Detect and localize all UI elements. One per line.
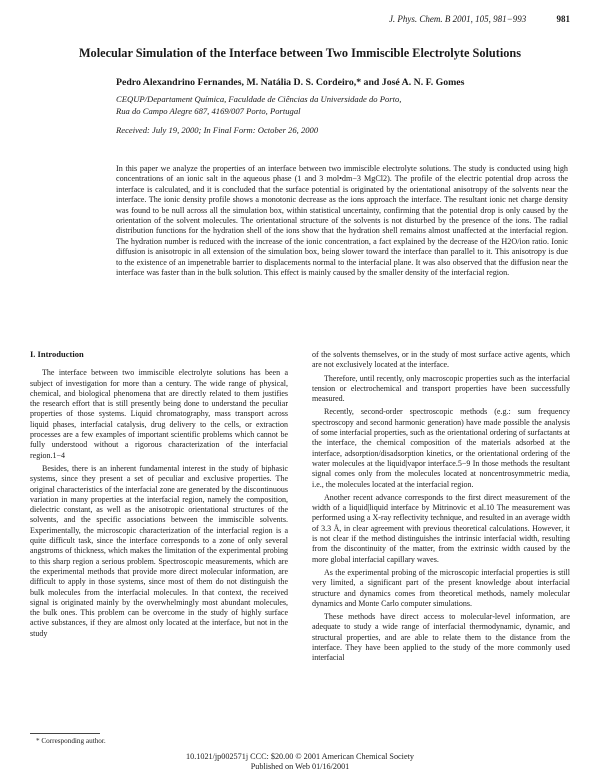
received-dates: Received: July 19, 2000; In Final Form: October 26, 2000 [116,125,319,135]
body-paragraph: These methods have direct access to molecular-level information, are adequate to study a wide range of interfacial thermodynamic, dynamic, and structural properties, and are able to relate them to the distance from the interface. They have been applied to the study of the more commonly used interfacial [312,612,570,663]
page-number: 981 [556,14,570,24]
journal-citation: J. Phys. Chem. B 2001, 105, 981−993 [388,14,527,24]
page-footer [0,752,600,772]
left-column [30,349,288,642]
body-paragraph: As the experimental probing of the microscopic interfacial properties is still very limited, a significant part of the present knowledge about interfacial structure and dynamics comes from theoretical methods, namely molecular dynamics and Monte Carlo computer simulations. [312,567,570,608]
right-column [312,350,570,667]
affiliation [116,94,546,117]
publication-date-line: Published on Web 01/16/2001 [250,761,350,771]
section-heading: I. Introduction [30,349,84,359]
affiliation-line: Rua do Campo Alegre 687, 4169/007 Porto, Portugal [116,105,301,116]
body-paragraph: The interface between two immiscible electrolyte solutions has been a subject of investigation for more than a century. The wide range of physical, chemical, and biological phenomena that are directly related to them justifies the research effort that is still presently being done to understand the peculiar properties of those systems. Liquid chromatography, mass transport across liquid phases, interfacial catalysis, drug delivery to the cells, or extraction processes are a few examples of important scientific problems which cannot be fully understood without a rigorous characterization of the interfacial region.1−4 [30,368,288,460]
body-paragraph: Recently, second-order spectroscopic methods (e.g.: sum frequency spectroscopy and second harmonic generation) have made possible the analysis of some interfacial properties, such as the orientational ordering of surfactants at the interface, the chemical composition of the materials adsorbed at the interface, adsorption/disadsorption kinetics, or the orientational ordering of the water molecules at the liquid|vapor interface.5−9 In those methods the resultant signal comes only from the molecules located at noncentrosymmetric media, i.e., the molecules located at the interfacial region. [312,407,570,489]
footnote-divider [30,733,100,734]
author-list: Pedro Alexandrino Fernandes, M. Natália D. S. Cordeiro,* and José A. N. F. Gomes [116,77,465,88]
affiliation-line: CEQUP/Departament Química, Faculdade de Ciências da Universidade do Porto, [116,94,402,104]
article-title: Molecular Simulation of the Interface between Two Immiscible Electrolyte Solutions [78,46,522,60]
running-head [389,14,570,24]
body-paragraph: of the solvents themselves, or in the study of most surface active agents, which are not exclusively located at the interface. [312,350,570,370]
doi-copyright-line: 10.1021/jp002571j CCC: $20.00 © 2001 American Chemical Society [186,752,414,761]
abstract: In this paper we analyze the properties of an interface between two immiscible electrolyte solutions. The study is conducted using high concentrations of an ionic salt in the aqueous phase (1 and 3 mol•dm−3 MgCl2). The profile of the electric potential drop across the interface is calculated, and it is concluded that the surface potential is originated by the orientational anisotropy of the solvents near the interface. The ionic density profile shows a monotonic decrease as the ions approach the interface. The resultant ionic net charge density was found to be null across all the simulation box, within statistical uncertainty, confirming that the potential drop is only caused by the orientation of the solvent molecules. The orientational structure of the solvents is not disturbed by the presence of the ions. The radial distribution functions for the hydration shell of the ions show that the hydration shell remains almost unaffected at the interfacial region. The hydration number is reduced with the increase of the ionic concentration, a fact explained by the decrease of the H2O/ion ratio. Ionic diffusion is anisotropic in all extension of the simulation box, being slower toward the interface than parallel to it. This anisotropy is due to the existence of an impenetrable barrier to displacements normal to the interfacial plane. It was also observed that the diffusion near the interface was faster than in the bulk solution. This effect is mainly caused by the smaller density of the interfacial region. [116,164,568,278]
body-paragraph: Therefore, until recently, only macroscopic properties such as the interfacial tension or electrochemical and transport properties have been successfully measured. [312,373,570,404]
body-paragraph: Besides, there is an inherent fundamental interest in the study of biphasic systems, since they present a set of peculiar and exclusive properties. The original characteristics of the interfacial zone are generated by the discontinuous variation in many properties at the interfacial region, namely the composition, dielectric constant, as well as the anisotropic orientational structures of the solvents, and the specific associations between the immiscible solvents. Experimentally, the microscopic characterization of the interfacial region is a quite difficult task, since the interface corresponds to a zone of only several angstroms of thickness, which makes the limitation of the experimental probing to this sharp region a serious problem. Spectroscopic measurements, which are the experimental methods that provide more direct molecular information, are difficult to apply in those systems, since most of them do not distinguish the bulk molecules from the interfacial molecules. In that context, the received signal is originated mainly by the overwhelmingly most abundant molecules, the bulk ones. This problem can be overcome in the study of highly surface active substances, if they are almost only located at the interface, but not in the study [30,463,288,638]
body-paragraph: Another recent advance corresponds to the first direct measurement of the width of a liquid|liquid interface by Mitrinovic et al.10 The measurement was performed using a X-ray reflectivity technique, and resulted in an average width of 3.3 Å, in clear agreement with previous theoretical calculations. However, it is not clear if the method distinguishes the intrinsic interfacial width, resulting from the discontinuity of the matter, from the extrinsic width caused by the more global interfacial capillary waves. [312,492,570,564]
corresponding-author-note: * Corresponding author. [36,737,106,745]
